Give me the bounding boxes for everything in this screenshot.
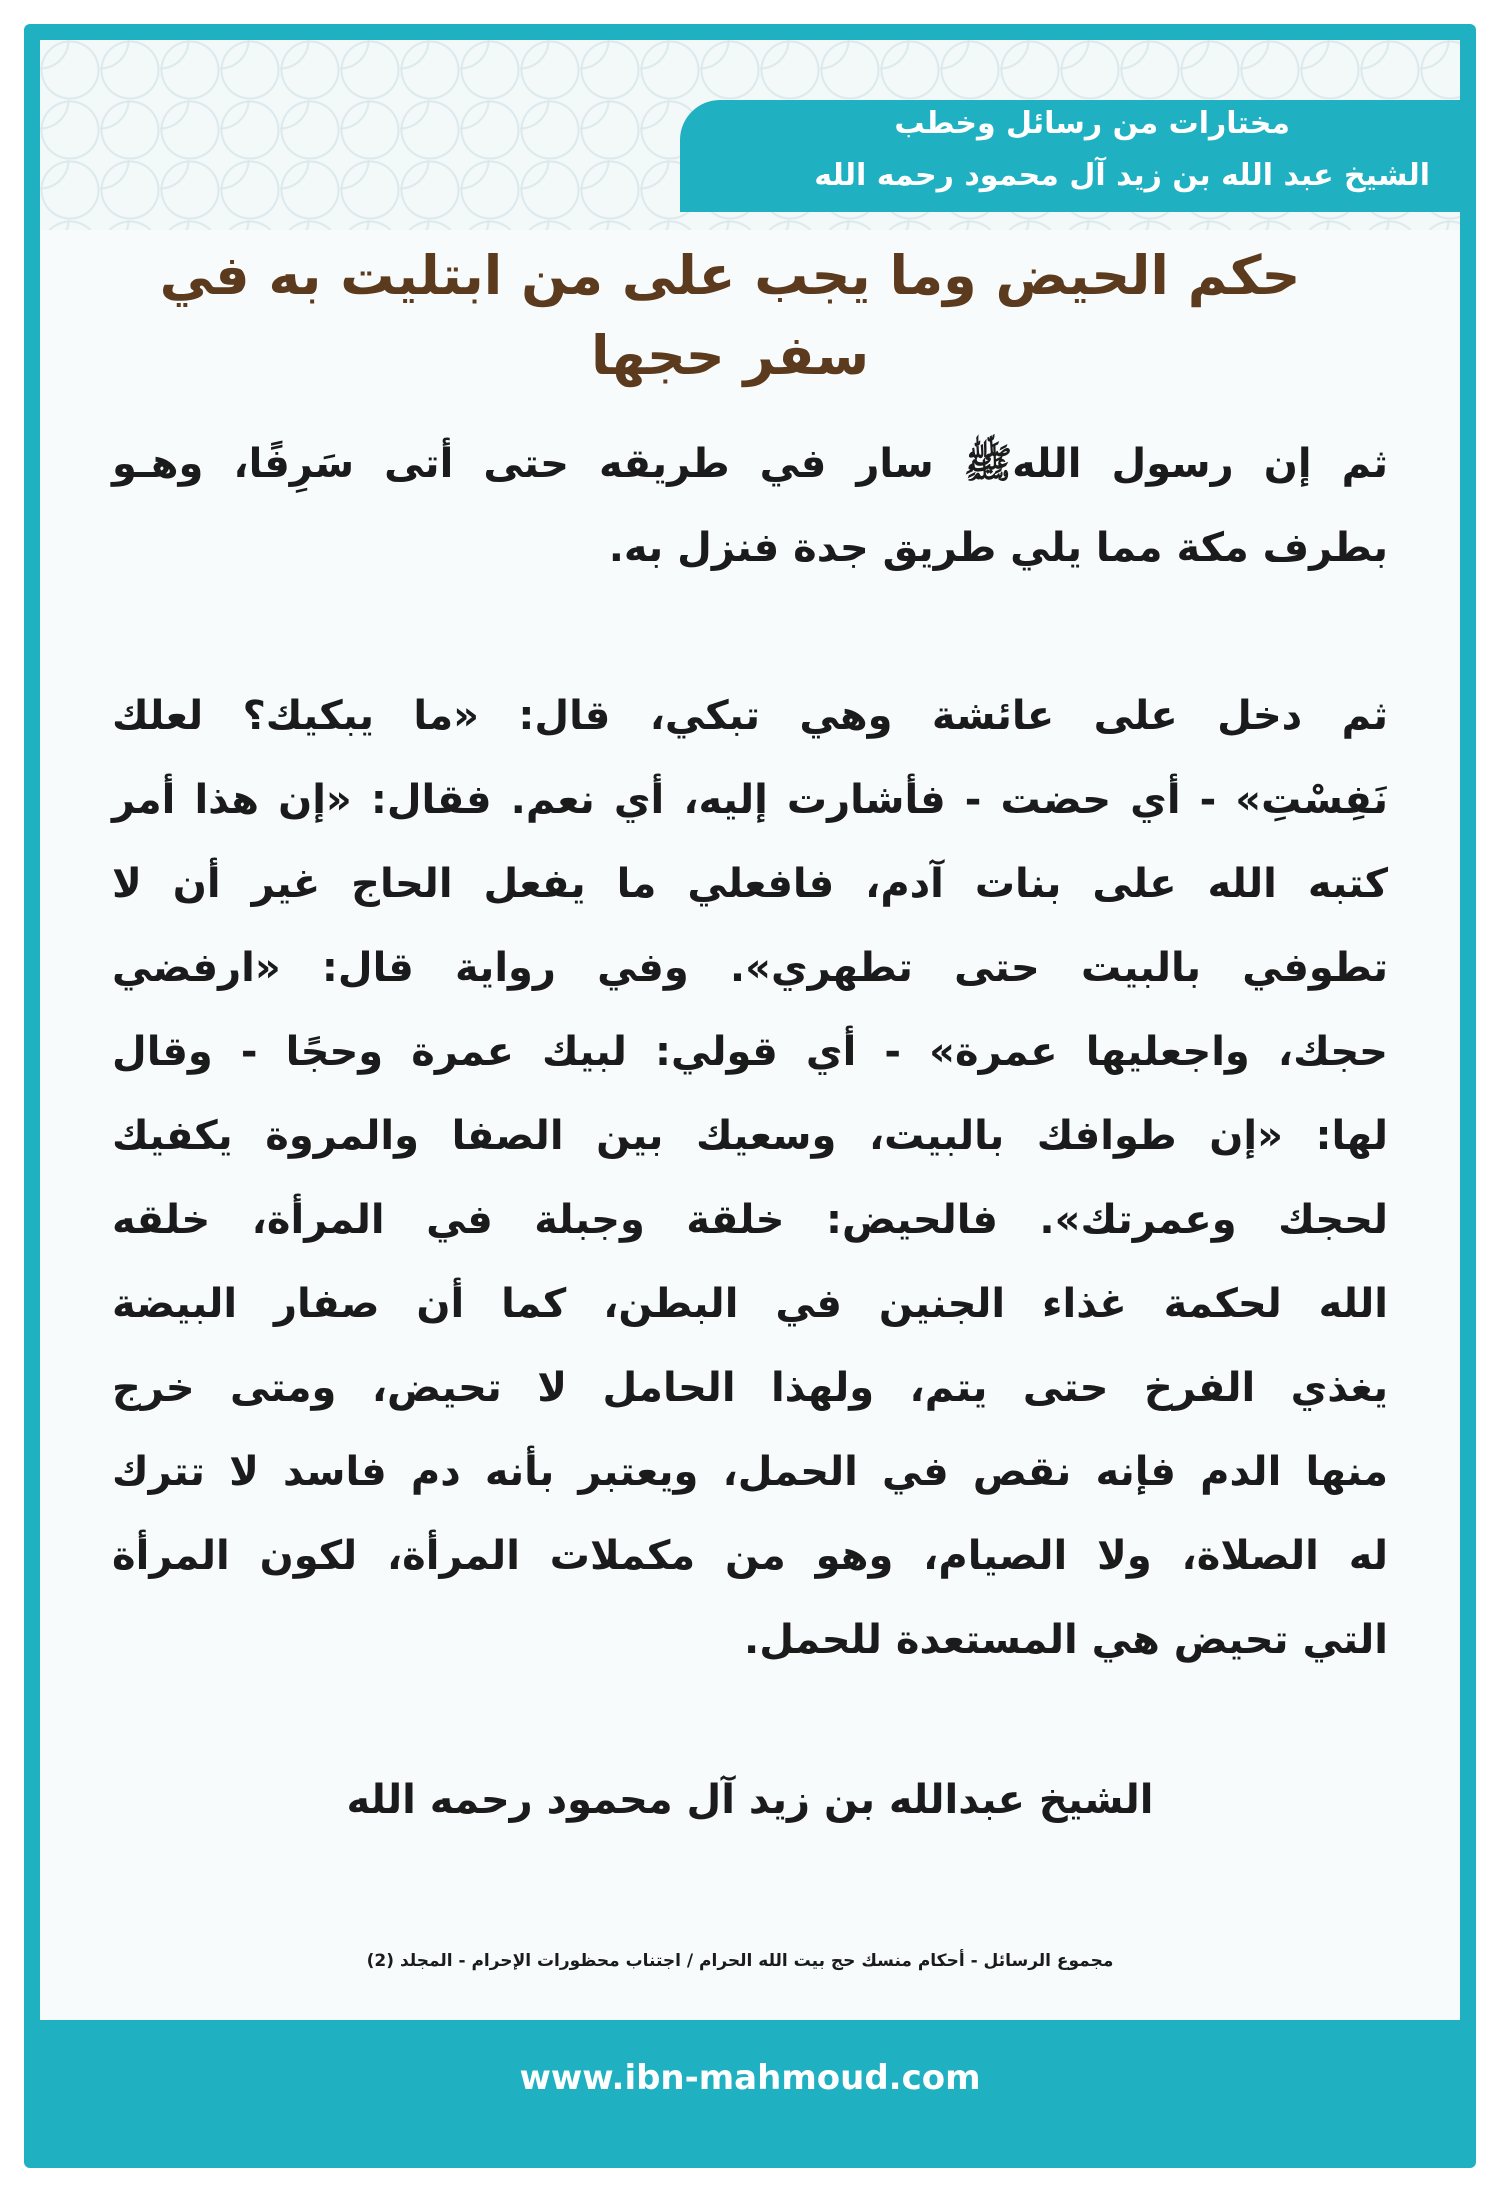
body-line: لحجك وعمرتك». فالحيض: خلقة وجبلة في المرأة، خلقه bbox=[112, 1197, 1388, 1243]
body-line: التي تحيض هي المستعدة للحمل. bbox=[744, 1617, 1388, 1663]
body-line: ثم إن رسول اللهﷺ سار في طريقه حتى أتى سَرِفًا، وهـو bbox=[112, 441, 1388, 487]
body-line: ثم دخل على عائشة وهي تبكي، قال: «ما يبكيك؟ لعلك bbox=[112, 693, 1388, 739]
paragraph-gap bbox=[112, 590, 1388, 674]
article-title-line: حكم الحيض وما يجب على من ابتليت به في bbox=[159, 244, 1301, 307]
body-line: حجك، واجعليها عمرة» - أي قولي: لبيك عمرة وحجًا - وقال bbox=[112, 1029, 1388, 1075]
header-author: الشيخ عبد الله بن زيد آل محمود رحمه الله bbox=[814, 158, 1430, 193]
body-line: منها الدم فإنه نقص في الحمل، ويعتبر بأنه دم فاسد لا تترك bbox=[112, 1449, 1388, 1495]
body-line: كتبه الله على بنات آدم، فافعلي ما يفعل الحاج غير أن لا bbox=[112, 861, 1388, 907]
article-title bbox=[80, 236, 1380, 396]
website-link[interactable]: www.ibn-mahmoud.com bbox=[519, 2058, 981, 2098]
body-line: تطوفي بالبيت حتى تطهري». وفي رواية قال: «ارفضي bbox=[112, 945, 1388, 991]
header-series-title: مختارات من رسائل وخطب bbox=[894, 106, 1290, 141]
body-line: لها: «إن طوافك بالبيت، وسعيك بين الصفا والمروة يكفيك bbox=[112, 1113, 1388, 1159]
body-line: له الصلاة، ولا الصيام، وهو من مكملات المرأة، لكون المرأة bbox=[112, 1533, 1388, 1579]
article-body bbox=[112, 422, 1388, 1682]
author-signature: الشيخ عبدالله بن زيد آل محمود رحمه الله bbox=[346, 1777, 1154, 1823]
source-citation: مجموع الرسائل - أحكام منسك حج بيت الله الحرام / اجتناب محظورات الإحرام - المجلد (2) bbox=[366, 1951, 1114, 1971]
body-line: نَفِسْتِ» - أي حضت - فأشارت إليه، أي نعم. فقال: «إن هذا أمر bbox=[112, 777, 1388, 823]
body-line: الله لحكمة غذاء الجنين في البطن، كما أن صفار البيضة bbox=[112, 1281, 1388, 1327]
body-line: يغذي الفرخ حتى يتم، ولهذا الحامل لا تحيض، ومتى خرج bbox=[112, 1365, 1388, 1411]
article-title-line: سفر حجها bbox=[590, 324, 870, 387]
body-line: بطرف مكة مما يلي طريق جدة فنزل به. bbox=[608, 525, 1388, 571]
